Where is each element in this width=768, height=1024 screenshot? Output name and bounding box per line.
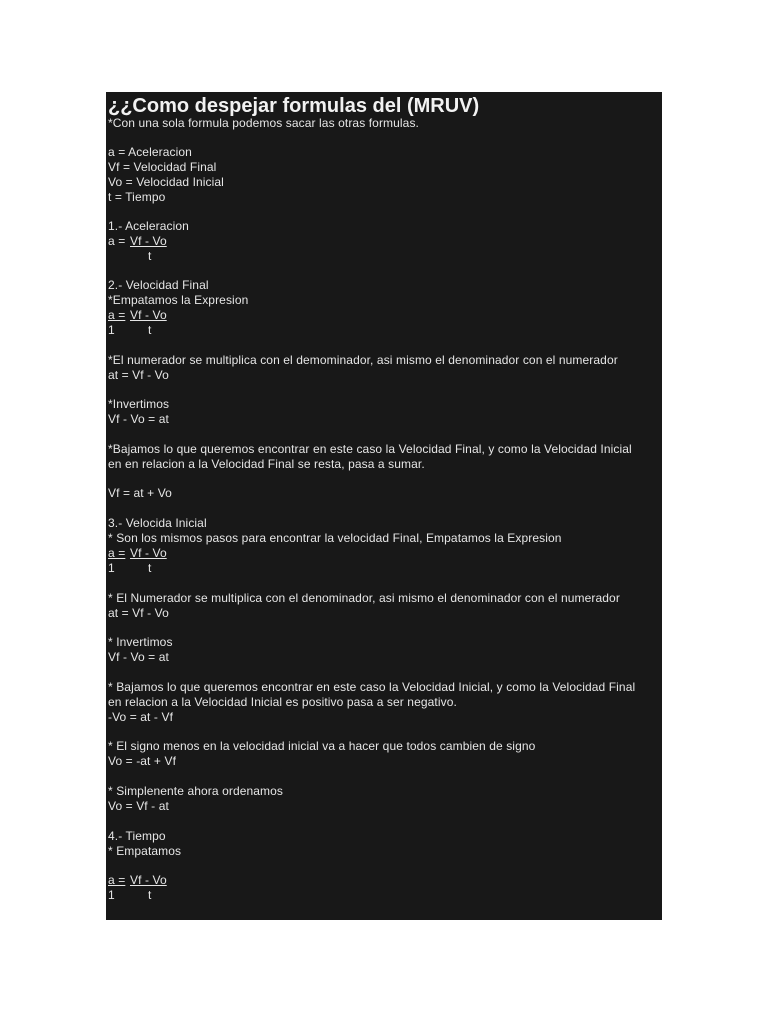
text-line: * Empatamos [108,844,182,858]
text-line: en relacion a la Velocidad Inicial es positivo pasa a ser negativo. [108,695,457,709]
text-line: * El Numerador se multiplica con el denominador, asi mismo el denominador con el numerador [108,591,620,605]
text-line: *Empatamos la Expresion [108,293,249,307]
formula-lhs: a = [108,873,126,887]
text-line: *Con una sola formula podemos sacar las otras formulas. [108,116,419,130]
text-line: * Simplenente ahora ordenamos [108,784,284,798]
section-heading: 2.- Velocidad Final [108,278,209,292]
text-line: a = Aceleracion [108,145,192,159]
section-heading: 4.- Tiempo [108,829,166,843]
document-page [106,92,662,920]
formula-line: at = Vf - Vo [108,606,169,620]
text-line: Vf = Velocidad Final [108,160,217,174]
text-line: Vo = Velocidad Inicial [108,175,224,189]
formula-denominator: t [148,249,152,263]
section-heading: 3.- Velocida Inicial [108,516,207,530]
formula-lhs-denominator: 1 [108,323,115,337]
text-line: *El numerador se multiplica con el demominador, asi mismo el denominador con el numerador [108,353,618,367]
formula-line: Vf = at + Vo [108,486,172,500]
formula-line: at = Vf - Vo [108,368,169,382]
formula-denominator: t [148,323,152,337]
formula-numerator: Vf - Vo [130,308,167,322]
formula-lhs-denominator: 1 [108,888,115,902]
formula-line: Vf - Vo = at [108,412,169,426]
formula-denominator: t [148,888,152,902]
text-line: *Invertimos [108,397,170,411]
text-line: * El signo menos en la velocidad inicial va a hacer que todos cambien de signo [108,739,536,753]
formula-numerator: Vf - Vo [130,873,167,887]
text-line: t = Tiempo [108,190,166,204]
formula-numerator: Vf - Vo [130,234,167,248]
formula-lhs: a = [108,308,126,322]
formula-lhs-denominator: 1 [108,561,115,575]
formula-numerator: Vf - Vo [130,546,167,560]
document-title: ¿¿Como despejar formulas del (MRUV) [108,95,480,117]
text-line: * Son los mismos pasos para encontrar la velocidad Final, Empatamos la Expresion [108,531,562,545]
formula-line: Vf - Vo = at [108,650,169,664]
text-line: *Bajamos lo que queremos encontrar en este caso la Velocidad Final, y como la Velocidad Inicial [108,442,632,456]
text-line: en en relacion a la Velocidad Final se resta, pasa a sumar. [108,457,425,471]
formula-line: -Vo = at - Vf [108,710,173,724]
formula-lhs: a = [108,234,126,248]
formula-lhs: a = [108,546,126,560]
formula-denominator: t [148,561,152,575]
formula-line: Vo = Vf - at [108,799,169,813]
text-line: * Bajamos lo que queremos encontrar en este caso la Velocidad Inicial, y como la Velocidad Final [108,680,636,694]
section-heading: 1.- Aceleracion [108,219,189,233]
text-line: * Invertimos [108,635,173,649]
formula-line: Vo = -at + Vf [108,754,177,768]
